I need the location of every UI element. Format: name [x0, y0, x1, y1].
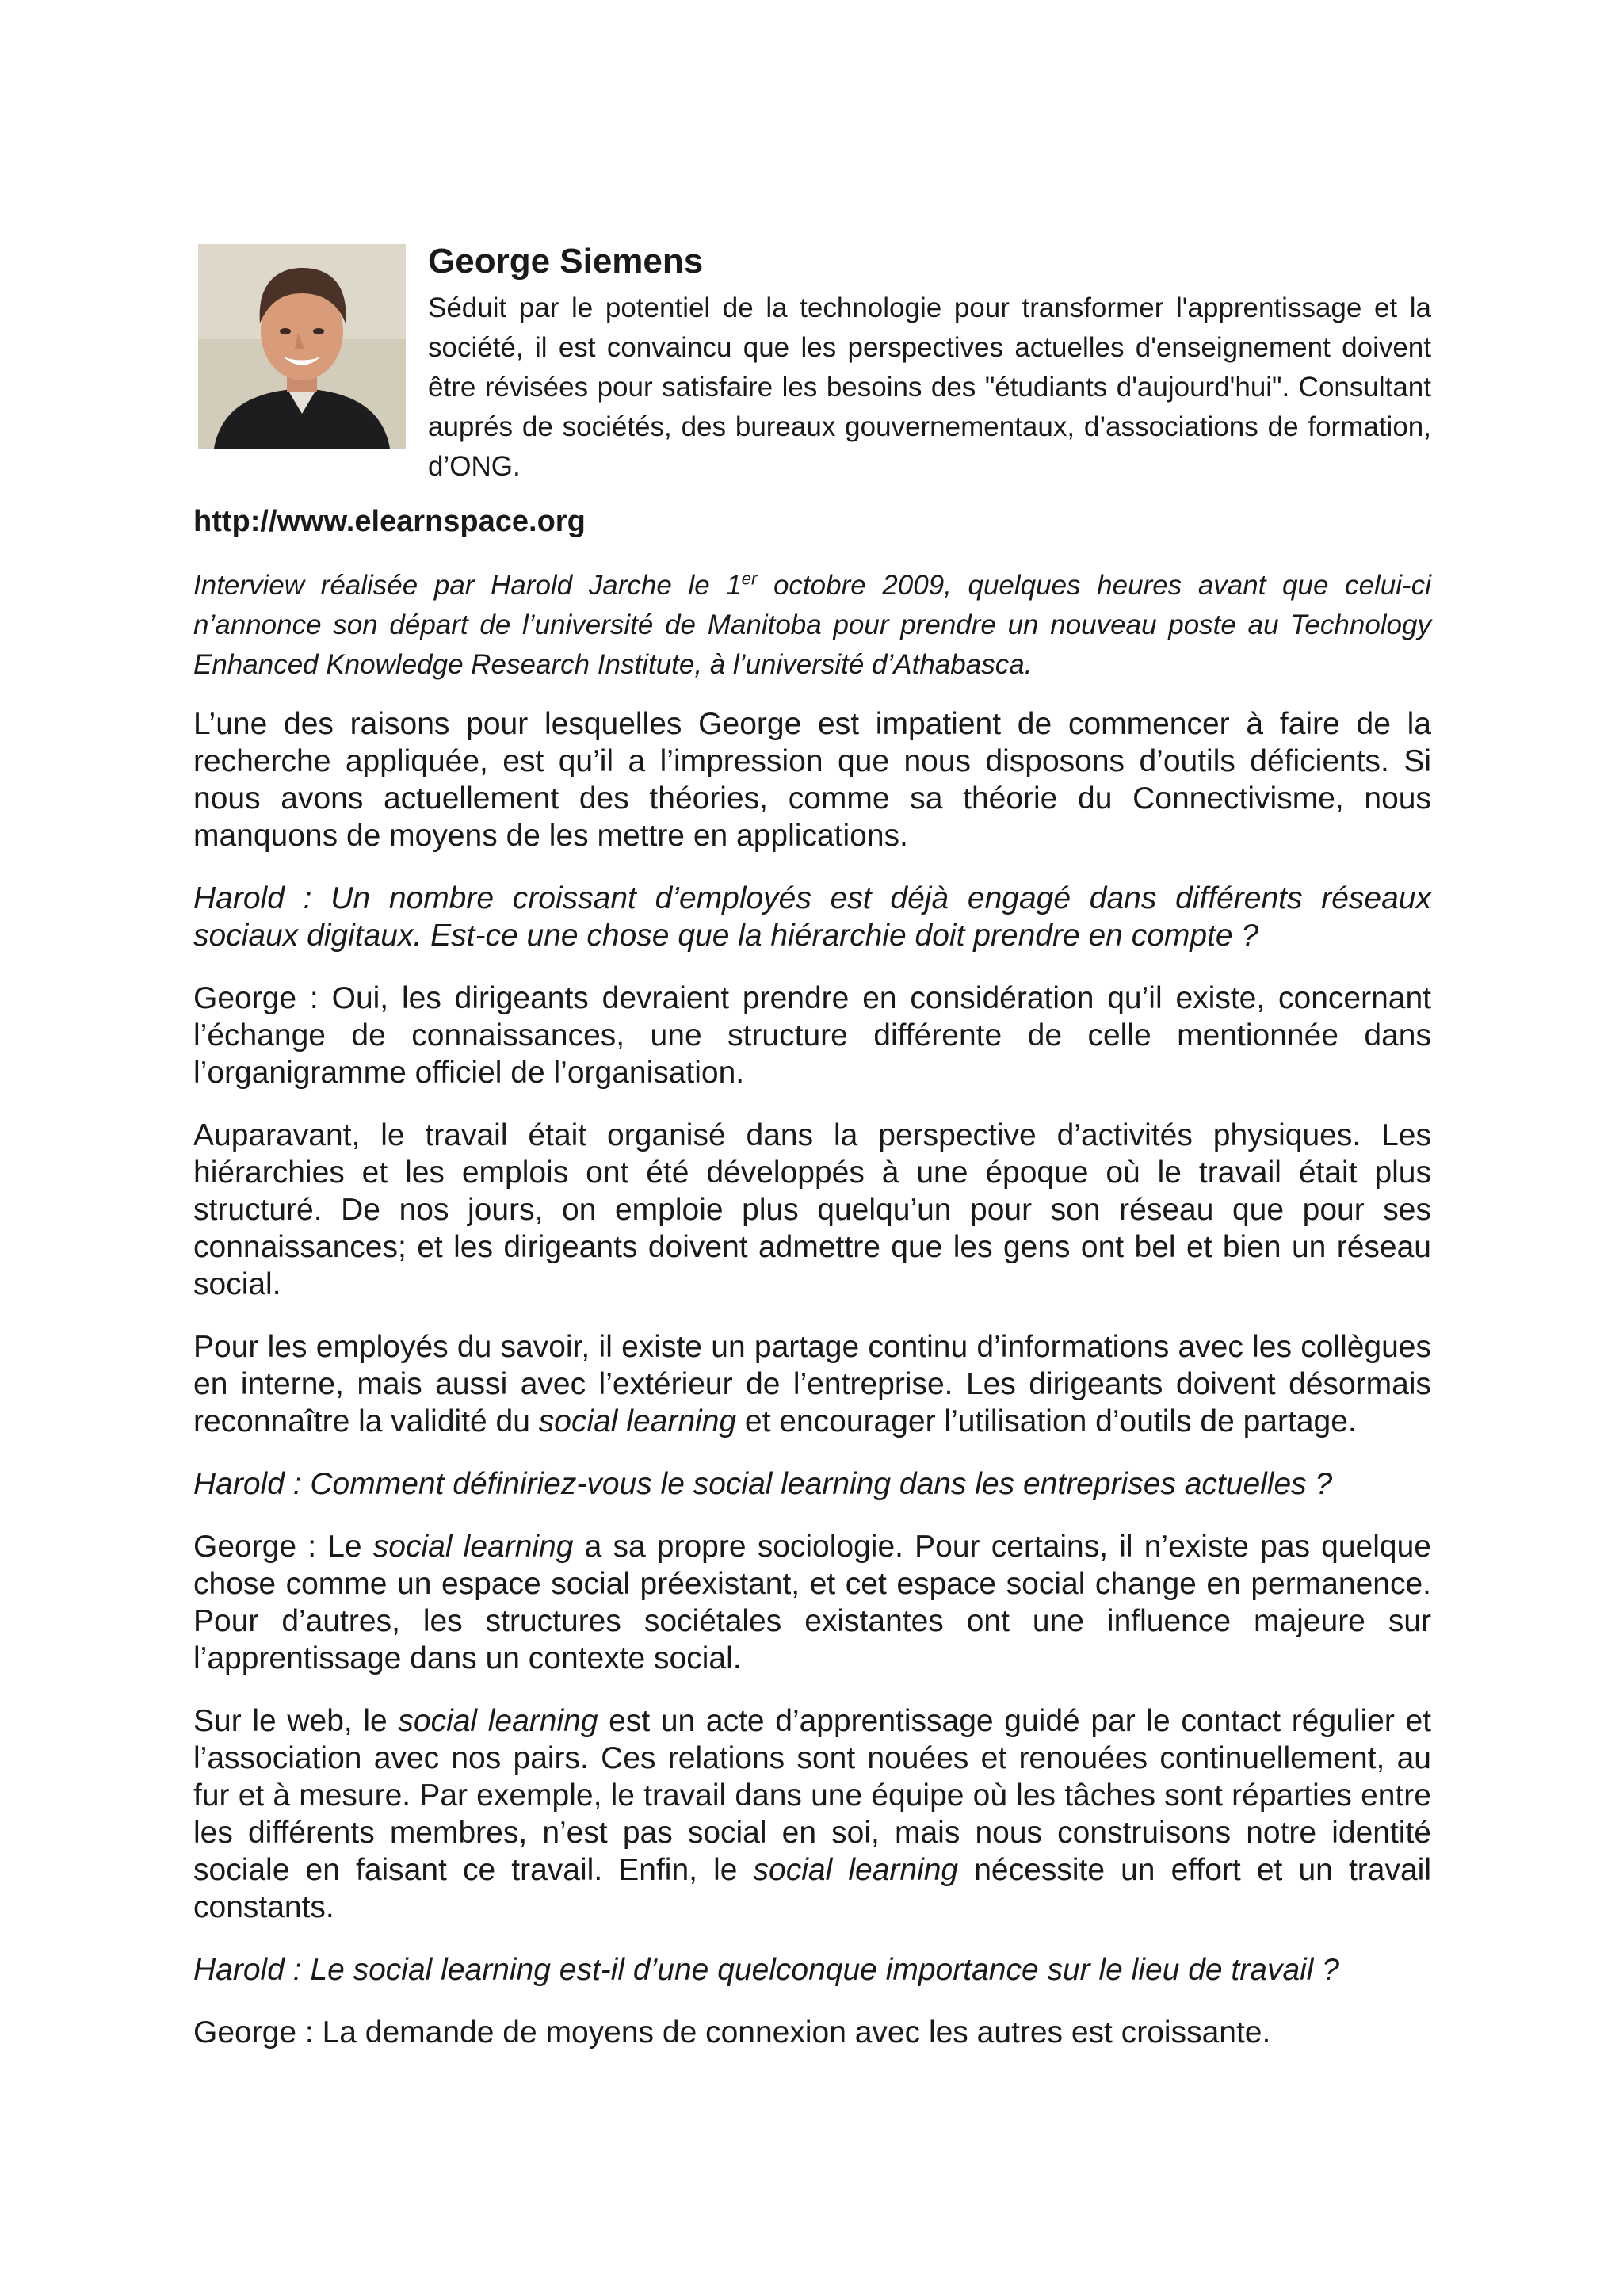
- paragraph-4-emphasis-2: social learning: [753, 1853, 959, 1887]
- author-photo: [198, 244, 406, 449]
- paragraph-3: [193, 1328, 1431, 1440]
- paragraph-4: [193, 1702, 1431, 1926]
- answer-1: George : Oui, les dirigeants devraient prendre en considération qu’il existe, concernant l’échange de connaissances, une structure différente de celle mentionnée dans l’organigramme officiel de l’organisation.: [193, 981, 1431, 1090]
- author-bio-text: Séduit par le potentiel de la technologie pour transformer l'apprentissage et la société, il est convaincu que les perspectives actuelles d'enseignement doivent être révisées pour satisfaire les besoins des "étudiants d'aujourd'hui". Consultant auprés de sociétés, des bureaux gouvernementaux, d’associations de formation, d’ONG.: [428, 292, 1431, 482]
- answer-2: [193, 1528, 1431, 1677]
- intro-text-start: Interview réalisée par Harold Jarche le 1: [193, 570, 742, 601]
- intro-text-end: octobre 2009, quelques heures avant que celui-ci n’annonce son départ de l’université de Manitoba pour prendre un nouveau poste au Technology Enhanced Knowledge Research Institute, à l’université d’Athabasca.: [193, 570, 1431, 680]
- paragraph-3-text-b: et encourager l’utilisation d’outils de partage.: [736, 1404, 1357, 1438]
- answer-3: George : La demande de moyens de connexion avec les autres est croissante.: [193, 2015, 1271, 2050]
- interview-intro: [193, 566, 1431, 685]
- answer-2-text-a: George : Le: [193, 1530, 373, 1564]
- paragraph-3-text-a: Pour les employés du savoir, il existe un partage continu d’informations avec les collègues en interne, mais aussi avec l’extérieur de l’entreprise. Les dirigeants doivent désormais reconnaître la validité du: [193, 1330, 1431, 1438]
- question-2: Harold : Comment définiriez-vous le social learning dans les entreprises actuelles ?: [193, 1467, 1333, 1501]
- question-1: Harold : Un nombre croissant d’employés est déjà engagé dans différents réseaux sociaux digitaux. Est-ce une chose que la hiérarchie doit prendre en compte ?: [193, 881, 1431, 953]
- question-3: Harold : Le social learning est-il d’une quelconque importance sur le lieu de travail ?: [193, 1953, 1339, 1987]
- document-page: [193, 230, 1431, 2051]
- intro-superscript: er: [741, 568, 758, 589]
- paragraph-4-text-c: nécessite un effort et un travail constants.: [193, 1853, 1432, 1924]
- answer-2-emphasis: social learning: [372, 1530, 574, 1564]
- paragraph-4-text-b: est un acte d’apprentissage guidé par le contact régulier et l’association avec nos pairs. Ces relations sont nouées et renouées continuellement, au fur et à mesure. Par exemple, le travail dans une équipe où les tâches sont réparties entre les différents membres, n’est pas social en soi, mais nous construisons notre identité sociale en faisant ce travail. Enfin, le: [193, 1704, 1432, 1887]
- author-website-link[interactable]: http://www.elearnspace.org: [193, 505, 586, 538]
- paragraph-4-emphasis-1: social learning: [398, 1704, 598, 1738]
- paragraph-intro: L’une des raisons pour lesquelles George est impatient de commencer à faire de la recherche appliquée, est qu’il a l’impression que nous disposons d’outils déficients. Si nous avons actuellement des théories, comme sa théorie du Connectivisme, nous manquons de moyens de les mettre en applications.: [193, 707, 1431, 853]
- author-bio: [193, 238, 1431, 542]
- paragraph-4-text-a: Sur le web, le: [193, 1704, 399, 1738]
- paragraph-2: Auparavant, le travail était organisé dans la perspective d’activités physiques. Les hiérarchies et les emplois ont été développés à une époque où le travail était plus structuré. De nos jours, on emploie plus quelqu’un pour son réseau que pour ses connaissances; et les dirigeants doivent admettre que les gens ont bel et bien un réseau social.: [193, 1118, 1431, 1301]
- paragraph-3-emphasis: social learning: [538, 1404, 737, 1438]
- answer-2-text-b: a sa propre sociologie. Pour certains, il n’existe pas quelque chose comme un espace social préexistant, et cet espace social change en permanence. Pour d’autres, les structures sociétales existantes ont une influence majeure sur l’apprentissage dans un contexte social.: [193, 1530, 1431, 1675]
- author-name: George Siemens: [428, 242, 704, 281]
